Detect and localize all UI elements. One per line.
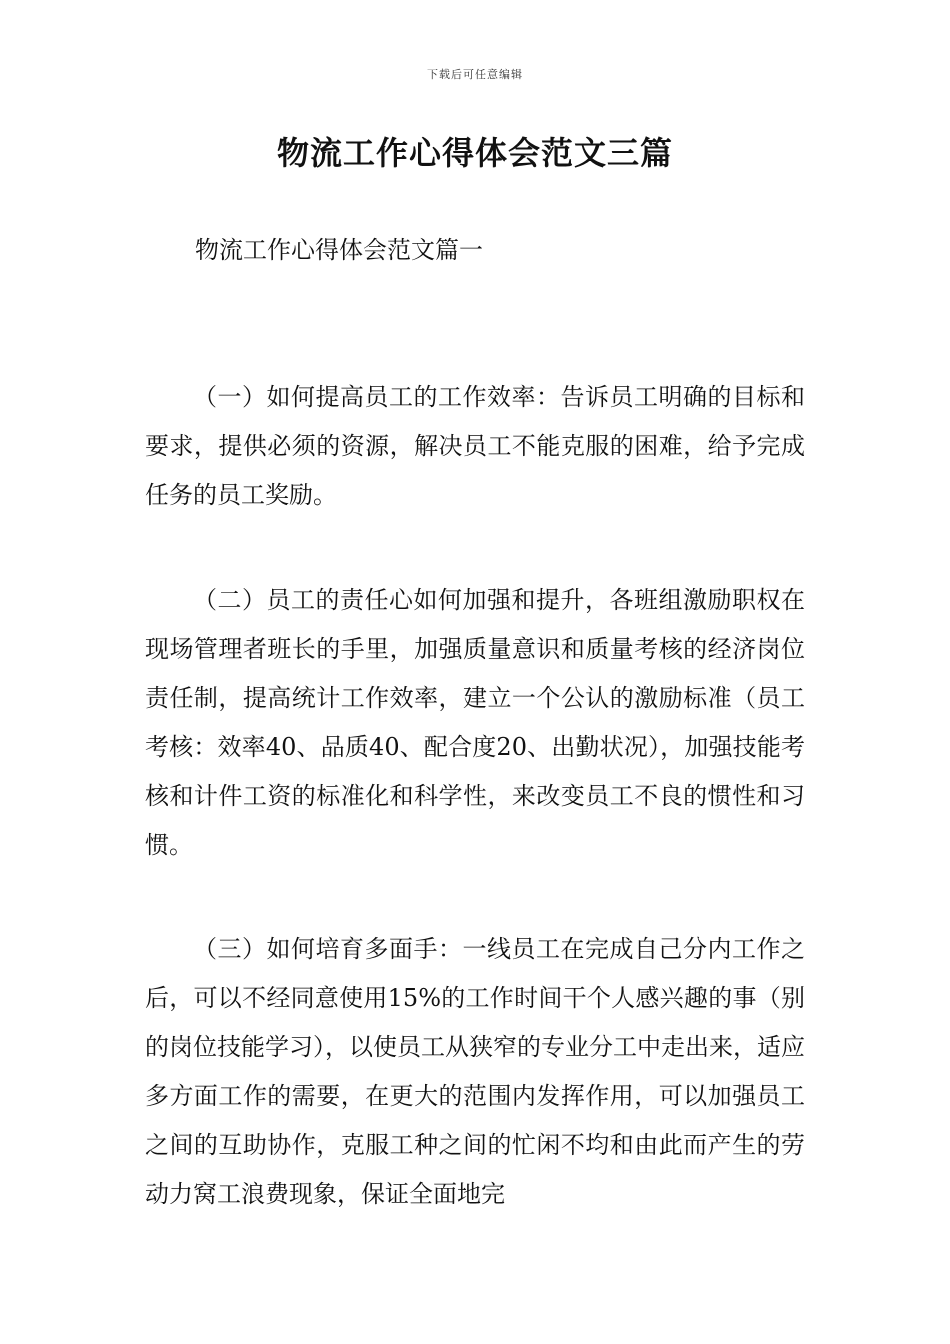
header-note: 下载后可任意编辑 <box>427 68 523 81</box>
document-title: 物流工作心得体会范文三篇 <box>276 134 673 172</box>
paragraph-3: （三）如何培育多面手：一线员工在完成自己分内工作之后，可以不经同意使用15%的工作时间干个人感兴趣的事（别的岗位技能学习），以使员工从狭窄的专业分工中走出来，适应多方面工作的需要，在更大的范围内发挥作用，可以加强员工之间的互助协作，克服工种之间的忙闲不均和由此而产生的劳动力窝工浪费现象，保证全面地完 <box>145 935 805 1208</box>
section-heading: 物流工作心得体会范文篇一 <box>195 236 483 264</box>
paragraph-2: （二）员工的责任心如何加强和提升，各班组激励职权在现场管理者班长的手里，加强质量意识和质量考核的经济岗位责任制，提高统计工作效率，建立一个公认的激励标准（员工考核：效率40、品质40、配合度20、出勤状况），加强技能考核和计件工资的标准化和科学性，来改变员工不良的惯性和习惯。 <box>145 586 805 859</box>
paragraph-1: （一）如何提高员工的工作效率：告诉员工明确的目标和要求，提供必须的资源，解决员工不能克服的困难，给予完成任务的员工奖励。 <box>145 383 805 509</box>
